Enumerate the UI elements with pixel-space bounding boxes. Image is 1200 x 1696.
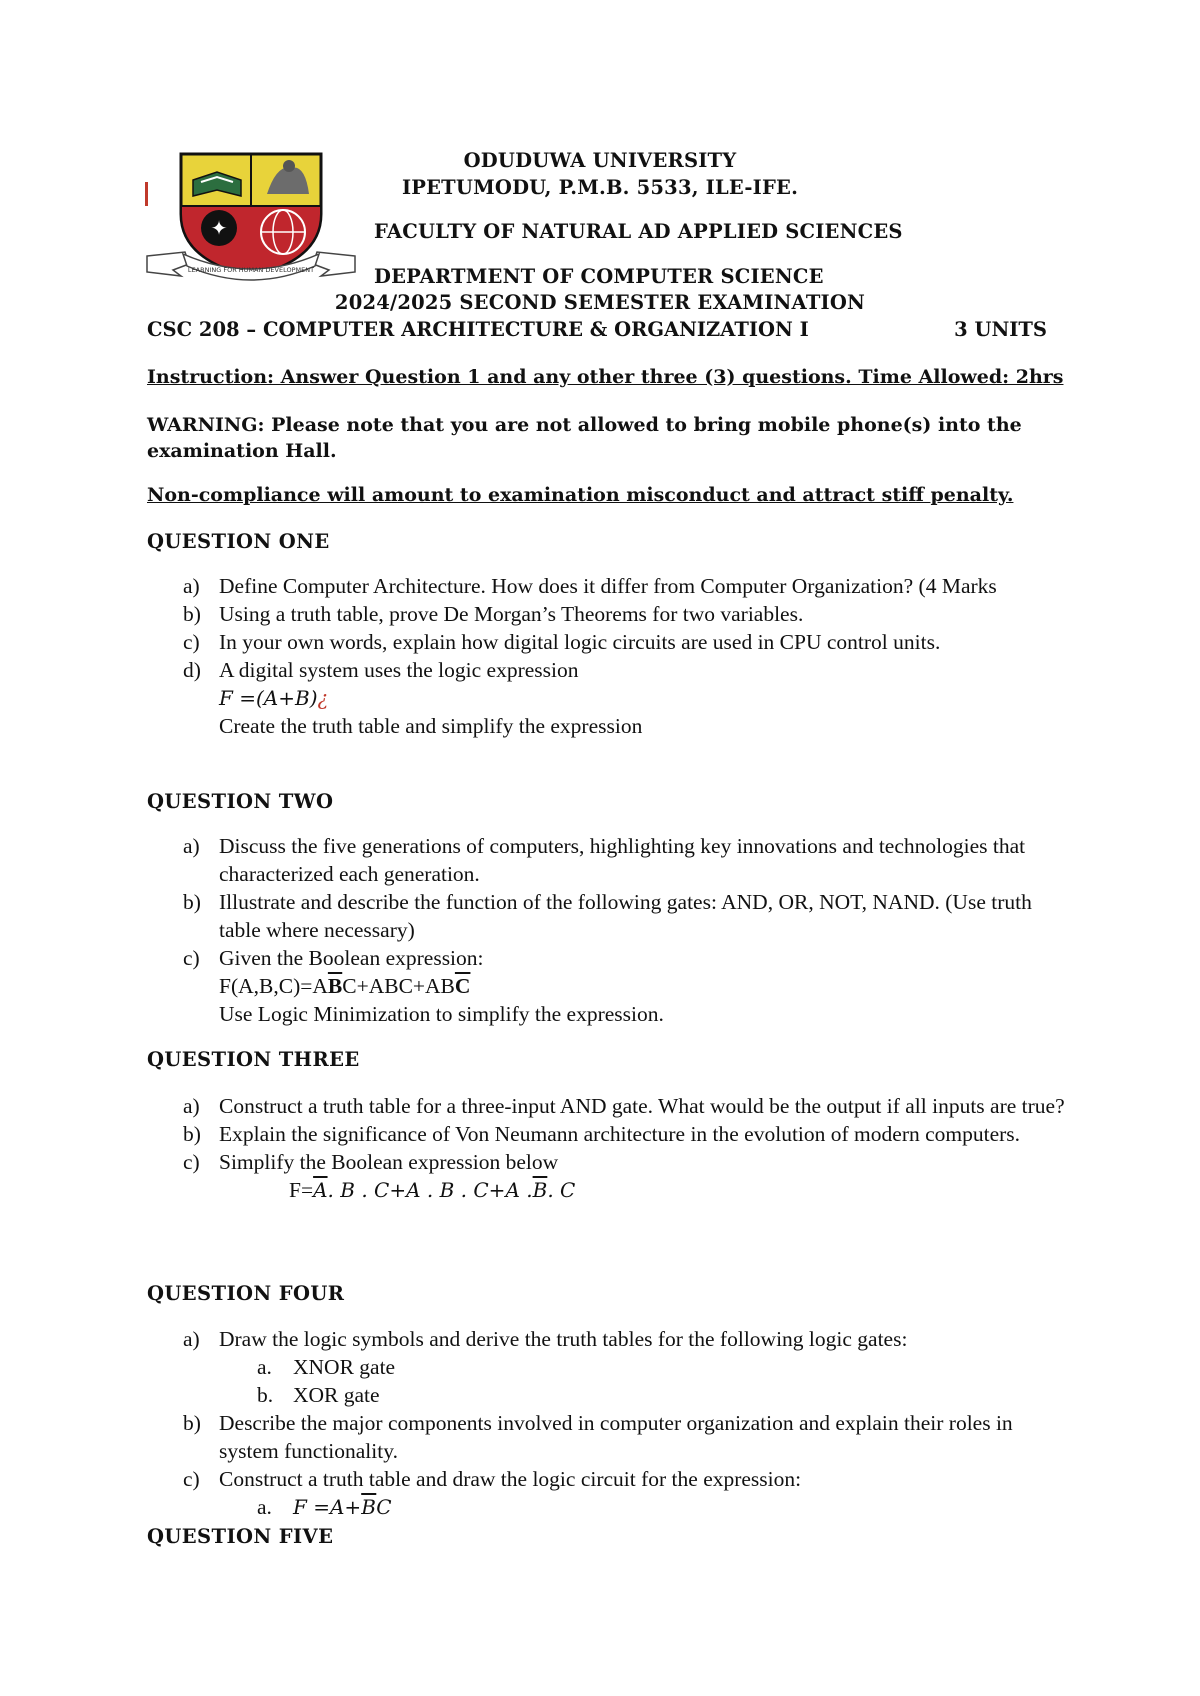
warning-text: WARNING: Please note that you are not allowed to bring mobile phone(s) into the examination Hall. <box>147 414 1022 462</box>
faculty-name: FACULTY OF NATURAL AD APPLIED SCIENCES <box>374 220 903 243</box>
q1-item-c: c) In your own words, explain how digital logic circuits are used in CPU control units. <box>183 630 941 654</box>
exam-title: 2024/2025 SECOND SEMESTER EXAMINATION <box>334 291 866 314</box>
question-four-heading: QUESTION FOUR <box>147 1282 345 1305</box>
question-one-list <box>147 572 1077 740</box>
q1-item-d: d) A digital system uses the logic expression F =(A+B)¿ Create the truth table and simplify the expression <box>147 656 1077 740</box>
course-line <box>147 318 1047 341</box>
q4-item-b: b) Describe the major components involved in computer organization and explain their roles in system functionality. <box>183 1411 1013 1463</box>
svg-text:LEARNING FOR HUMAN DEVELOPMENT: LEARNING FOR HUMAN DEVELOPMENT <box>187 266 315 274</box>
question-three-heading: QUESTION THREE <box>147 1048 360 1071</box>
q2-item-a: a) Discuss the five generations of computers, highlighting key innovations and technologies that characterized each generation. <box>183 834 1026 886</box>
department-name: DEPARTMENT OF COMPUTER SCIENCE <box>374 265 824 288</box>
instruction-text: Instruction: Answer Question 1 and any other three (3) questions. Time Allowed: 2hrs <box>147 366 1064 388</box>
university-address: IPETUMODU, P.M.B. 5533, ILE-IFE. <box>401 176 799 199</box>
course-title: CSC 208 – COMPUTER ARCHITECTURE & ORGANIZATION I <box>147 318 809 341</box>
question-four-list <box>147 1325 1077 1521</box>
q3-c-expression: $F=\overline{A}$. B . C+A . B . C+A $.\overline{B}$. C <box>289 1178 576 1202</box>
course-units: 3 UNITS <box>954 318 1047 341</box>
q1-item-b: b) Using a truth table, prove De Morgan’s Theorems for two variables. <box>183 602 804 626</box>
q2-c-expression: $F(A,B,C)=A\overline{B}C+ABC+AB\overline{C}$ <box>219 974 471 998</box>
q4-item-a: a) Draw the logic symbols and derive the truth tables for the following logic gates: <box>183 1327 908 1351</box>
q4-c-sub-expression: a. $F =A+\overline{B}C$ <box>257 1495 392 1519</box>
q2-item-b: b) Illustrate and describe the function of the following gates: AND, OR, NOT, NAND. (Use truth table where necessary) <box>183 890 1032 942</box>
question-one-heading: QUESTION ONE <box>147 530 330 553</box>
q4-a-sub-xor: b. XOR gate <box>257 1383 380 1407</box>
svg-text:✦: ✦ <box>210 216 228 240</box>
q4-a-sub-xnor: a. XNOR gate <box>257 1355 396 1379</box>
question-two-heading: QUESTION TWO <box>147 790 334 813</box>
q3-item-b: b) Explain the significance of Von Neumann architecture in the evolution of modern computers. <box>183 1122 1021 1146</box>
q4-item-c: c) Construct a truth table and draw the logic circuit for the expression: <box>183 1467 802 1491</box>
question-five-heading: QUESTION FIVE <box>147 1525 334 1548</box>
question-two-list <box>147 832 1077 1028</box>
university-name: ODUDUWA UNIVERSITY <box>463 149 737 172</box>
question-three-list <box>147 1092 1077 1204</box>
q2-item-c: c) Given the Boolean expression: $F(A,B,C)=A\overline{B}C+ABC+AB\overline{C}$ Use Logic Minimization to simplify the expression. <box>147 944 1077 1028</box>
q3-item-c: c) Simplify the Boolean expression below $F=\overline{A}$. B . C+A . B . C+A $.\overline{B}$. C <box>147 1148 1077 1204</box>
noncompliance-text: Non-compliance will amount to examination misconduct and attract stiff penalty. <box>147 484 1014 506</box>
q3-item-a: a) Construct a truth table for a three-input AND gate. What would be the output if all inputs are true? <box>183 1094 1065 1118</box>
q1-d-expression: F =(A+B)¿ <box>219 686 329 710</box>
q1-item-a: a) Define Computer Architecture. How does it differ from Computer Organization? (4 Marks <box>183 574 997 598</box>
